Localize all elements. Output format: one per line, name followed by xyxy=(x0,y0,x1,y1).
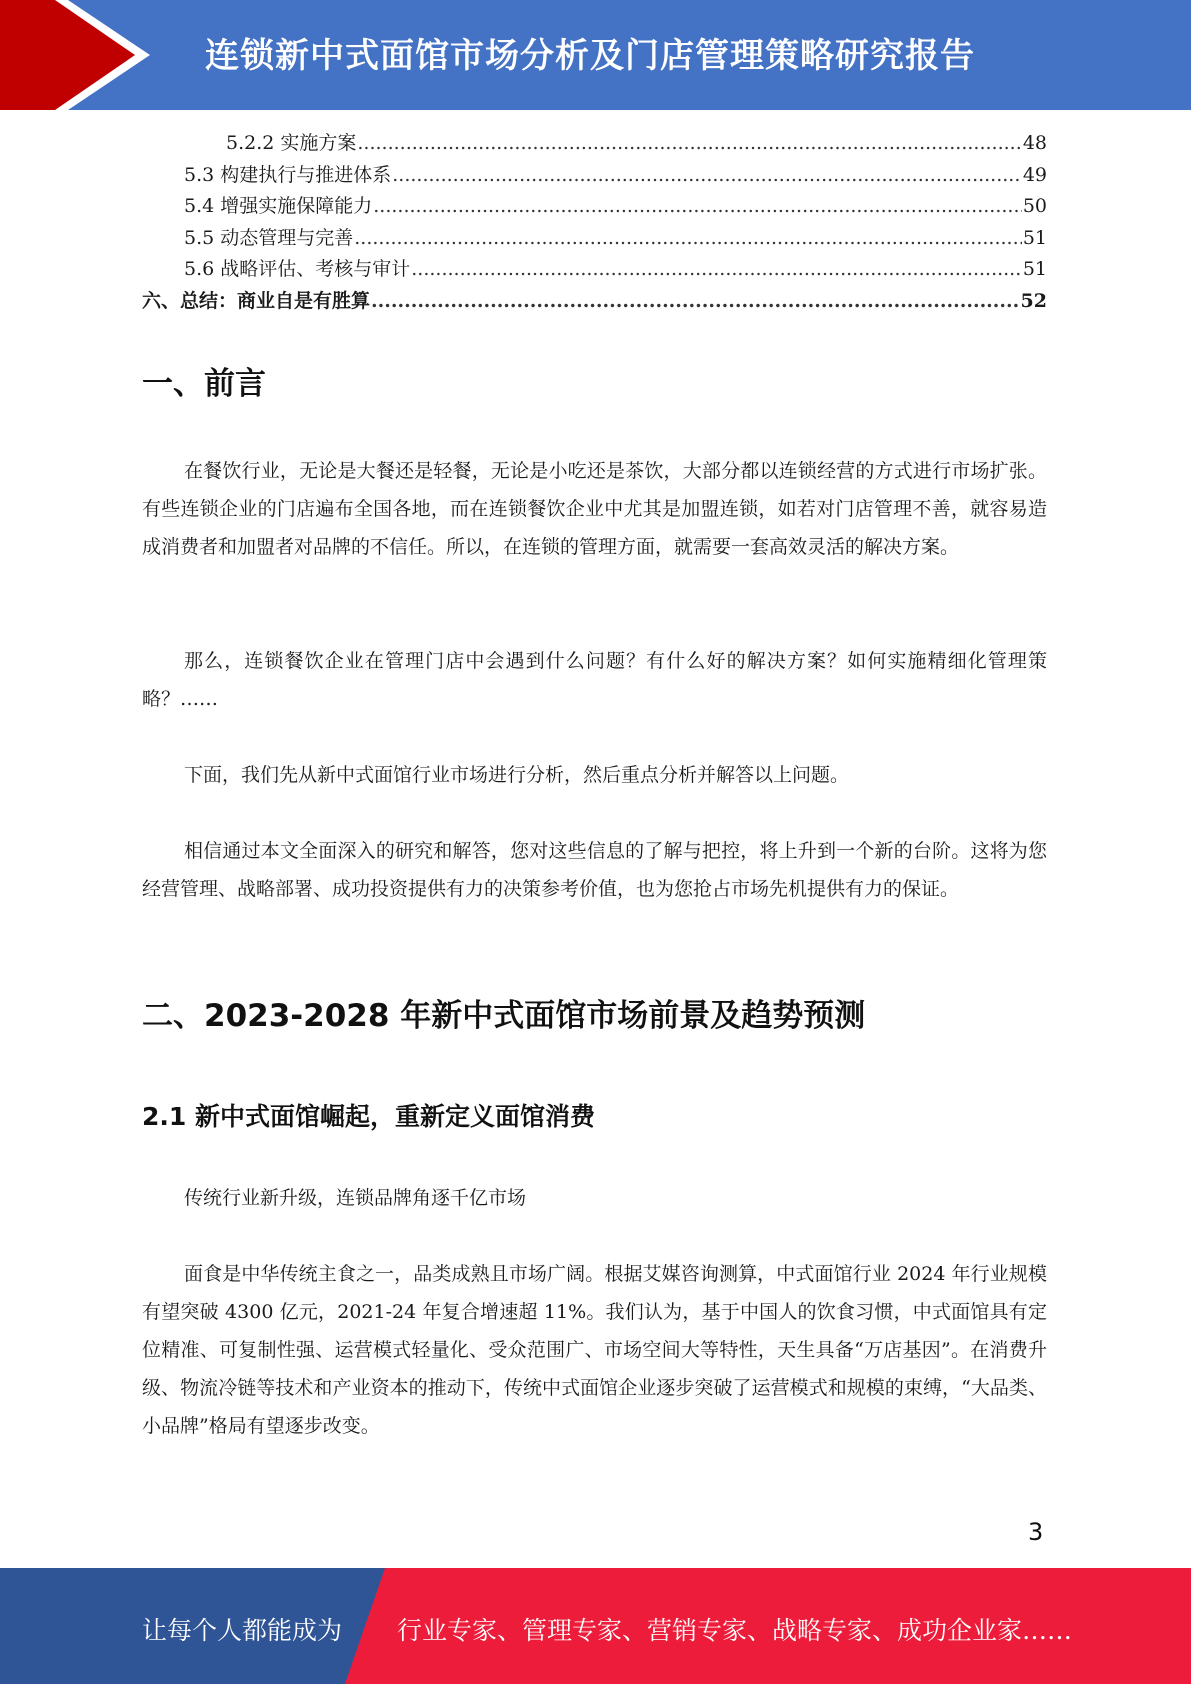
body-paragraph: 下面，我们先从新中式面馆行业市场进行分析，然后重点分析并解答以上问题。 xyxy=(184,764,850,786)
section-heading-preface: 一、前言 xyxy=(142,366,266,402)
table-of-contents xyxy=(142,128,1047,317)
header-title: 连锁新中式面馆市场分析及门店管理策略研究报告 xyxy=(205,36,975,76)
body-paragraph: 相信通过本文全面深入的研究和解答，您对这些信息的了解与把控，将上升到一个新的台阶。这将为您经营管理、战略部署、成功投资提供有力的决策参考价值，也为您抢占市场先机提供有力的保证。 xyxy=(142,840,1047,900)
toc-item-label: 5.5 动态管理与完善 xyxy=(184,226,354,249)
toc-item-page: 49 xyxy=(1022,163,1047,186)
toc-item[interactable] xyxy=(142,128,1047,160)
subsection-heading: 2.1 新中式面馆崛起，重新定义面馆消费 xyxy=(142,1102,595,1131)
toc-item-label: 六、总结：商业自是有胜算 xyxy=(142,289,371,312)
toc-item-page: 48 xyxy=(1022,132,1047,154)
toc-leader-dots xyxy=(392,164,1022,186)
toc-item[interactable] xyxy=(142,223,1047,255)
toc-item[interactable] xyxy=(142,254,1047,286)
body-paragraph: 传统行业新升级，连锁品牌角逐千亿市场 xyxy=(184,1187,527,1209)
footer-slogan-left: 让每个人都能成为 xyxy=(142,1616,343,1645)
body-paragraph: 在餐饮行业，无论是大餐还是轻餐，无论是小吃还是茶饮，大部分都以连锁经营的方式进行市场扩张。有些连锁企业的门店遍布全国各地，而在连锁餐饮企业中尤其是加盟连锁，如若对门店管理不善，就容易造成消费者和加盟者对品牌的不信任。所以，在连锁的管理方面，就需要一套高效灵活的解决方案。 xyxy=(142,460,1047,558)
toc-item[interactable] xyxy=(142,191,1047,223)
toc-leader-dots xyxy=(371,290,1020,312)
page-footer xyxy=(0,1568,1191,1684)
page-number: 3 xyxy=(1028,1518,1044,1546)
toc-item-label: 5.6 战略评估、考核与审计 xyxy=(184,258,411,280)
toc-item-page: 50 xyxy=(1022,195,1047,217)
toc-item-page: 51 xyxy=(1022,226,1047,249)
page-header xyxy=(0,0,1191,110)
section-heading-forecast: 二、2023-2028 年新中式面馆市场前景及趋势预测 xyxy=(142,998,866,1034)
toc-leader-dots xyxy=(357,132,1021,154)
toc-item-label: 5.3 构建执行与推进体系 xyxy=(184,163,392,186)
toc-leader-dots xyxy=(373,195,1022,217)
toc-item-label: 5.2.2 实施方案 xyxy=(226,132,357,154)
toc-item-label: 5.4 增强实施保障能力 xyxy=(184,195,373,217)
toc-leader-dots xyxy=(354,227,1022,249)
footer-slogan-right: 行业专家、管理专家、营销专家、战略专家、成功企业家…… xyxy=(397,1616,1073,1645)
toc-item[interactable] xyxy=(142,286,1047,318)
toc-leader-dots xyxy=(411,258,1022,280)
body-paragraph: 那么，连锁餐饮企业在管理门店中会遇到什么问题？有什么好的解决方案？如何实施精细化管理策略？…… xyxy=(142,650,1047,710)
toc-item-page: 52 xyxy=(1020,289,1047,312)
toc-item[interactable] xyxy=(142,160,1047,192)
body-paragraph: 面食是中华传统主食之一，品类成熟且市场广阔。根据艾媒咨询测算，中式面馆行业 2024 年行业规模有望突破 4300 亿元，2021-24 年复合增速超 11%。我们认为，基于中国人的饮食习惯，中式面馆具有定位精准、可复制性强、运营模式轻量化、受众范围广、市场空间大等特性，天生具备“万店基因”。在消费升级、物流冷链等技术和产业资本的推动下，传统中式面馆企业逐步突破了运营模式和规模的束缚，“大品类、小品牌”格局有望逐步改变。 xyxy=(142,1263,1047,1437)
toc-item-page: 51 xyxy=(1022,258,1047,280)
